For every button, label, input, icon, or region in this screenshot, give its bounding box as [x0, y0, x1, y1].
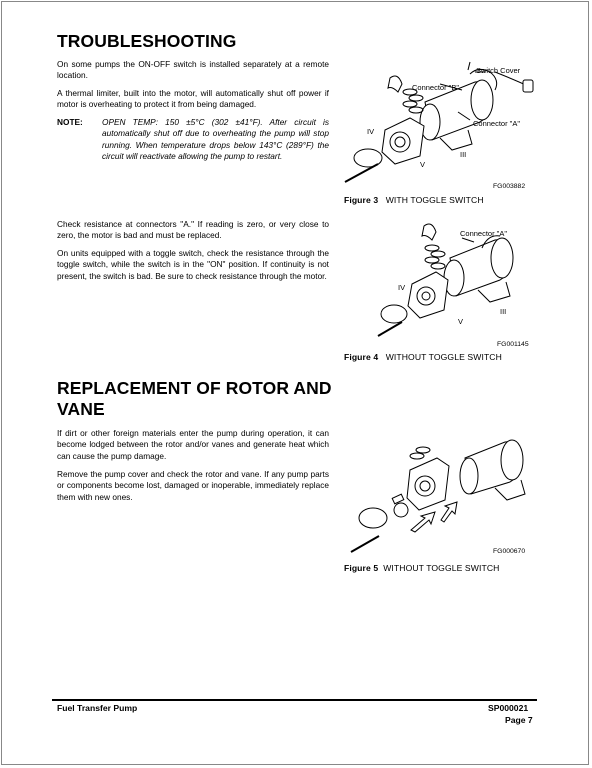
figure-caption — [344, 195, 484, 205]
label-connector-a: Connector "A" — [460, 229, 508, 238]
label-connector-b: Connector "B" — [412, 83, 460, 92]
section-title-replacement: REPLACEMENT OF ROTOR AND VANE — [57, 378, 332, 419]
figure-caption — [344, 352, 502, 362]
figure-caption-text: WITH TOGGLE SWITCH — [385, 195, 484, 205]
figure-number: Figure 3 — [344, 195, 379, 205]
footer-title: Fuel Transfer Pump — [57, 703, 138, 713]
footer-doc-id: SP000021 — [488, 703, 529, 713]
figure-number: Figure 5 — [344, 563, 379, 573]
figure-code: FG003882 — [493, 183, 526, 190]
footer-rule — [52, 699, 537, 701]
label-switch-cover: Switch Cover — [476, 66, 521, 75]
figure-caption-text: WITHOUT TOGGLE SWITCH — [385, 352, 502, 362]
figure-3-illustration — [340, 60, 540, 188]
note-label: NOTE: — [57, 117, 83, 127]
footer-page-number: Page 7 — [505, 715, 533, 725]
figure-code: FG000670 — [493, 548, 526, 555]
figure-5-illustration — [345, 430, 540, 555]
figure-4-illustration — [370, 218, 540, 340]
figure-caption-text: WITHOUT TOGGLE SWITCH — [383, 563, 500, 573]
paragraph: A thermal limiter, built into the motor, will automatically shut off power if motor is overheating to protect it from being damaged. — [57, 88, 329, 110]
label-roman-v: V — [458, 317, 464, 326]
figure-code: FG001145 — [497, 341, 529, 348]
section-title-troubleshooting: TROUBLESHOOTING — [57, 31, 237, 51]
paragraph: Remove the pump cover and check the rotor and vane. If any pump parts or components become lost, damaged or inoperable, immediately replace them with new ones. — [57, 469, 329, 502]
paragraph: On units equipped with a toggle switch, check the resistance through the toggle switch, while the switch is in the "ON" position. If continuity is not present, the switch is bad. Be sure to check resistance through the motor. — [57, 248, 329, 281]
figure-number: Figure 4 — [344, 352, 379, 362]
label-roman-iv: IV — [398, 283, 406, 292]
label-roman-iii: III — [460, 150, 467, 159]
label-roman-iv: IV — [367, 127, 375, 136]
paragraph: On some pumps the ON-OFF switch is installed separately at a remote location. — [57, 59, 329, 81]
label-connector-a: Connector "A" — [473, 119, 521, 128]
note-text: OPEN TEMP: 150 ±5°C (302 ±41°F). After circuit is automatically shut off due to overheating the pump will stop running. When temperature drops below 143°C (289°F) the circuit will reactivate allowing the pump to restart. — [102, 117, 329, 162]
label-roman-iii: III — [500, 307, 507, 316]
figure-caption — [344, 563, 499, 573]
label-roman-v: V — [420, 160, 426, 169]
paragraph: Check resistance at connectors "A." If reading is zero, or very close to zero, the motor is bad and must be replaced. — [57, 219, 329, 241]
paragraph: If dirt or other foreign materials enter the pump during operation, it can become lodged between the rotor and/or vanes and generate heat which can cause the pump damage. — [57, 428, 329, 461]
